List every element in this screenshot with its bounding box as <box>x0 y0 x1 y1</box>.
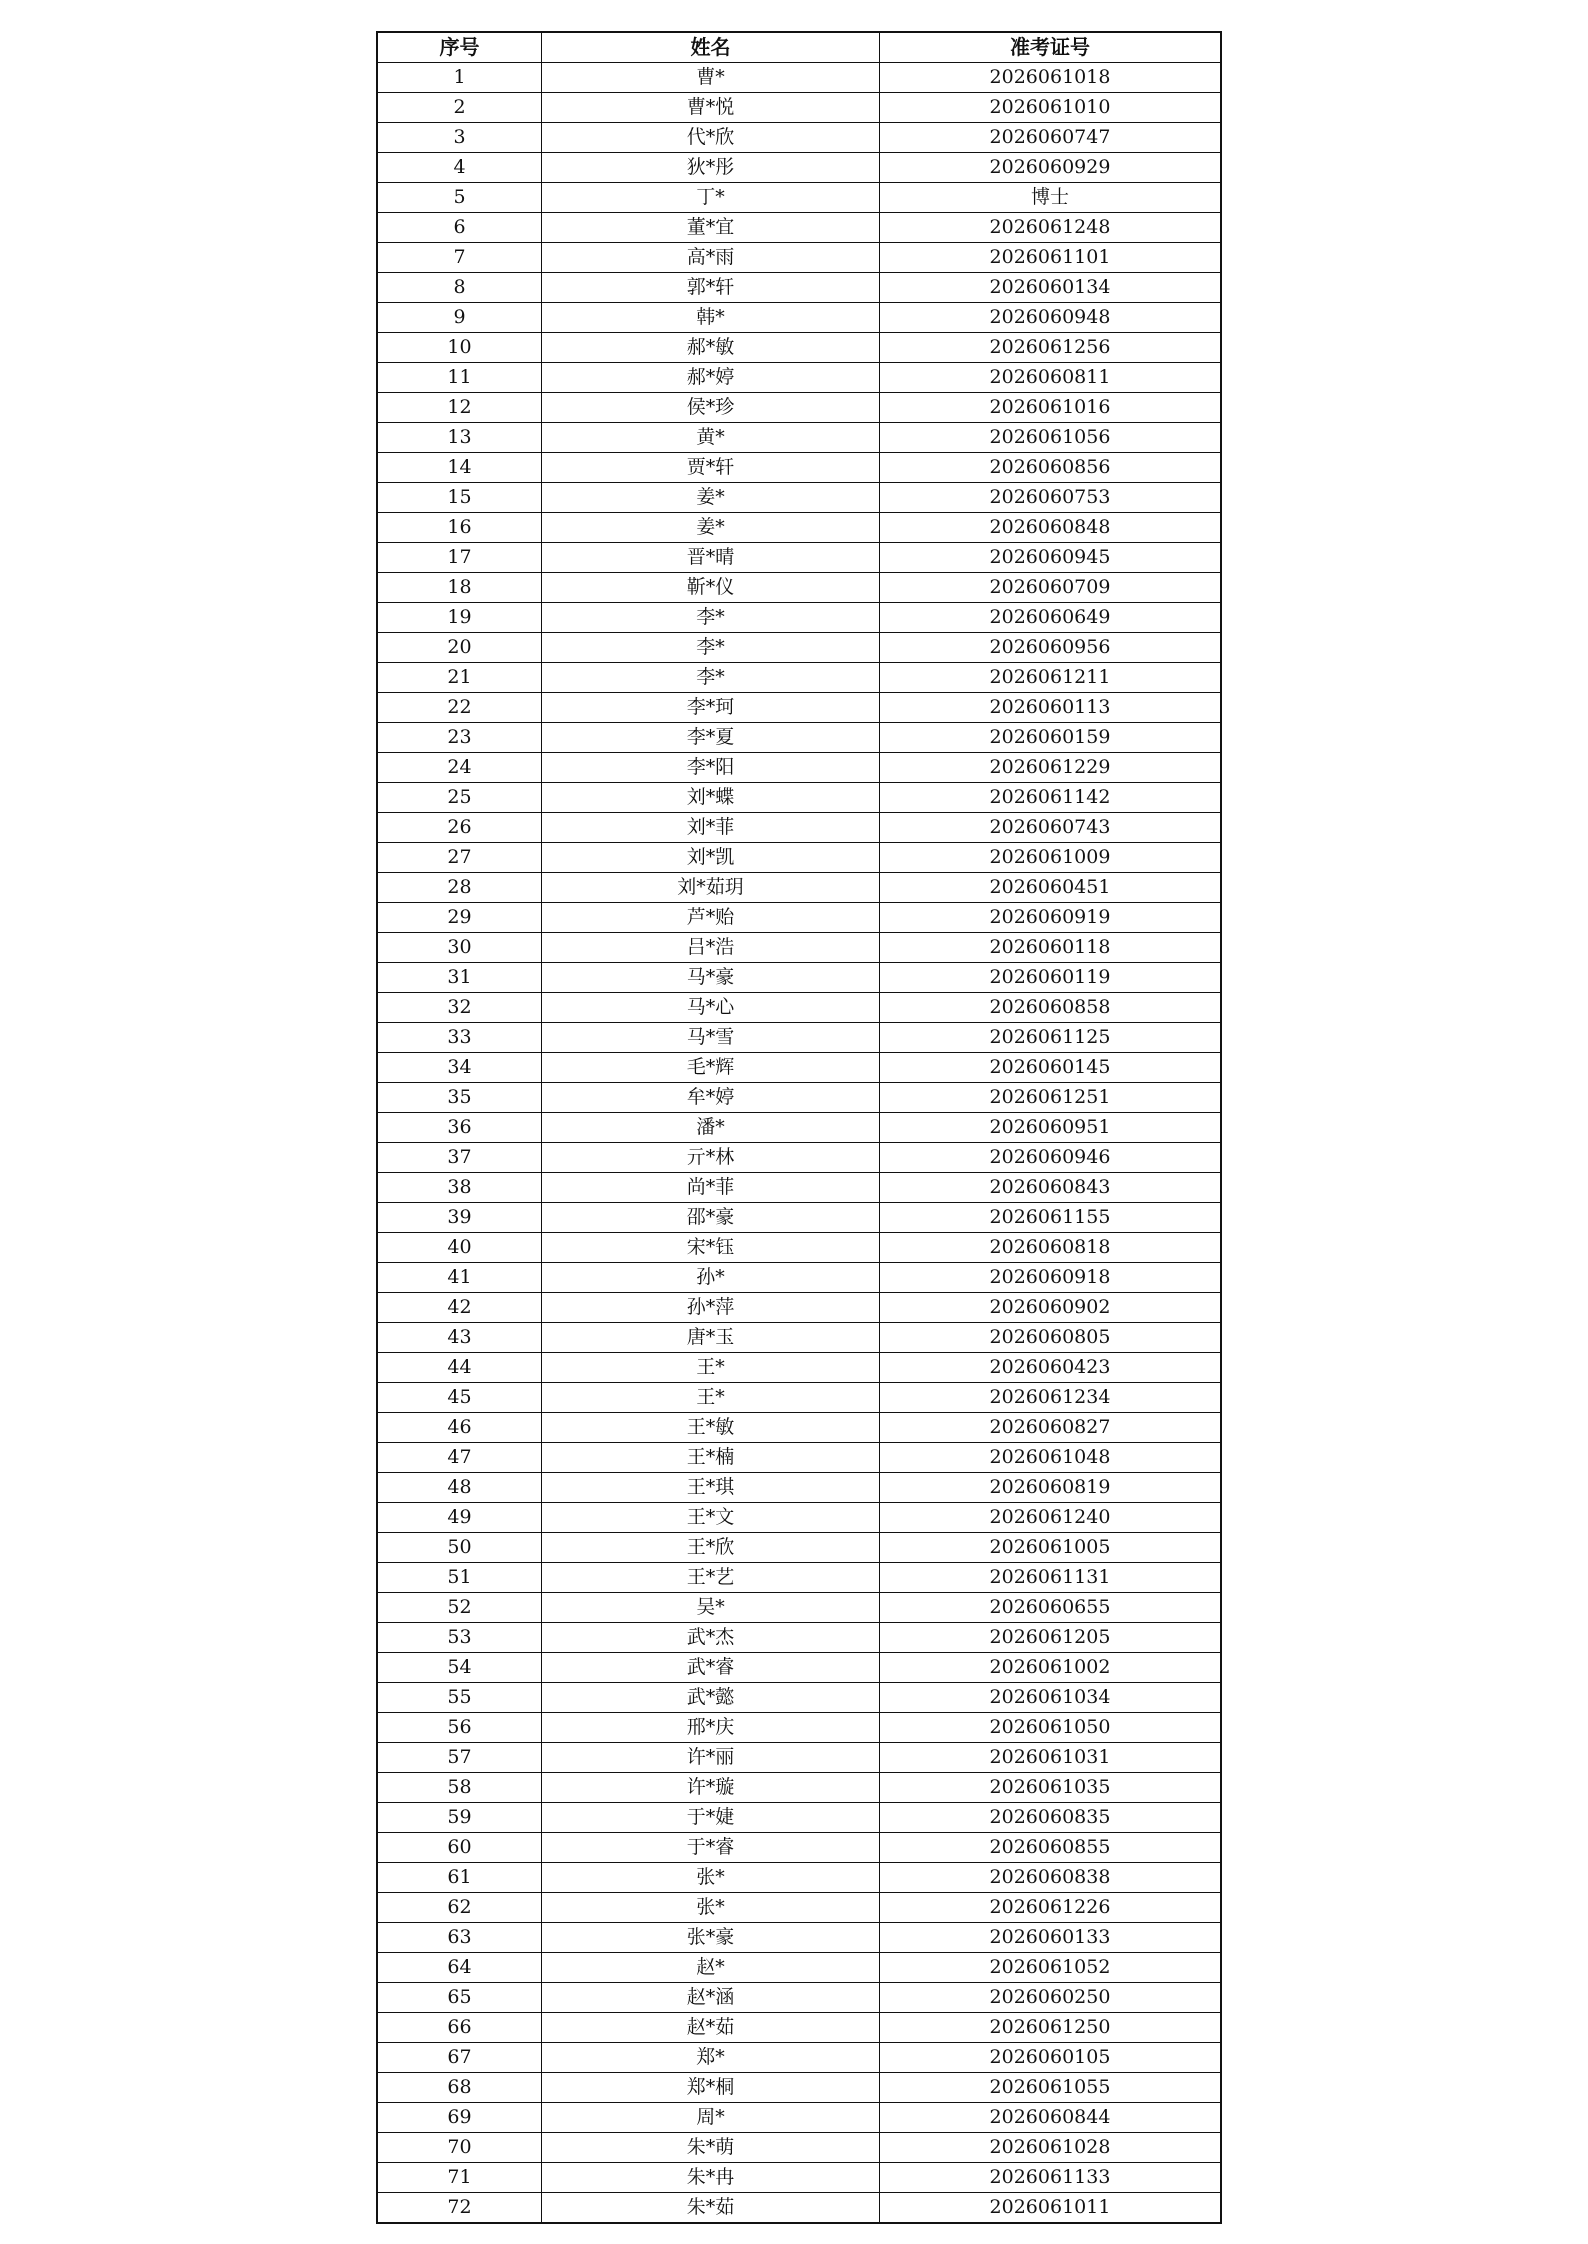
table-row <box>377 1383 1221 1413</box>
cell-index: 71 <box>377 2163 542 2193</box>
cell-exam-id: 2026060843 <box>880 1173 1222 1203</box>
cell-exam-id: 2026060118 <box>880 933 1222 963</box>
cell-name: 侯*珍 <box>542 393 880 423</box>
cell-exam-id: 2026060929 <box>880 153 1222 183</box>
cell-exam-id: 2026061018 <box>880 63 1222 93</box>
cell-name: 邢*庆 <box>542 1713 880 1743</box>
table-row <box>377 1113 1221 1143</box>
cell-index: 69 <box>377 2103 542 2133</box>
table-row <box>377 423 1221 453</box>
cell-exam-id: 2026061011 <box>880 2193 1222 2224</box>
cell-index: 48 <box>377 1473 542 1503</box>
cell-name: 潘* <box>542 1113 880 1143</box>
cell-exam-id: 2026061234 <box>880 1383 1222 1413</box>
table-row <box>377 1023 1221 1053</box>
cell-index: 37 <box>377 1143 542 1173</box>
cell-name: 王*敏 <box>542 1413 880 1443</box>
cell-index: 51 <box>377 1563 542 1593</box>
cell-index: 4 <box>377 153 542 183</box>
table-row <box>377 1473 1221 1503</box>
cell-exam-id: 2026060649 <box>880 603 1222 633</box>
cell-name: 王*欣 <box>542 1533 880 1563</box>
cell-exam-id: 2026061205 <box>880 1623 1222 1653</box>
cell-index: 66 <box>377 2013 542 2043</box>
cell-index: 52 <box>377 1593 542 1623</box>
cell-name: 郝*婷 <box>542 363 880 393</box>
cell-name: 赵*涵 <box>542 1983 880 2013</box>
cell-exam-id: 2026061125 <box>880 1023 1222 1053</box>
cell-index: 17 <box>377 543 542 573</box>
table-row <box>377 483 1221 513</box>
cell-name: 张*豪 <box>542 1923 880 1953</box>
cell-name: 刘*菲 <box>542 813 880 843</box>
cell-index: 9 <box>377 303 542 333</box>
cell-index: 3 <box>377 123 542 153</box>
cell-index: 46 <box>377 1413 542 1443</box>
table-row <box>377 1053 1221 1083</box>
cell-index: 57 <box>377 1743 542 1773</box>
cell-exam-id: 2026061101 <box>880 243 1222 273</box>
cell-index: 25 <box>377 783 542 813</box>
cell-name: 张* <box>542 1863 880 1893</box>
cell-exam-id: 2026060113 <box>880 693 1222 723</box>
cell-index: 16 <box>377 513 542 543</box>
table-row <box>377 633 1221 663</box>
table-row <box>377 753 1221 783</box>
cell-index: 26 <box>377 813 542 843</box>
table-row <box>377 513 1221 543</box>
cell-index: 24 <box>377 753 542 783</box>
cell-name: 王*楠 <box>542 1443 880 1473</box>
cell-name: 周* <box>542 2103 880 2133</box>
cell-name: 许*璇 <box>542 1773 880 1803</box>
cell-name: 王*文 <box>542 1503 880 1533</box>
cell-exam-id: 2026061005 <box>880 1533 1222 1563</box>
cell-exam-id: 2026060951 <box>880 1113 1222 1143</box>
table-row <box>377 1563 1221 1593</box>
table-row <box>377 903 1221 933</box>
cell-index: 72 <box>377 2193 542 2224</box>
cell-index: 13 <box>377 423 542 453</box>
cell-name: 于*婕 <box>542 1803 880 1833</box>
cell-exam-id: 2026061240 <box>880 1503 1222 1533</box>
cell-name: 宋*钰 <box>542 1233 880 1263</box>
cell-exam-id: 2026061028 <box>880 2133 1222 2163</box>
cell-exam-id: 2026061131 <box>880 1563 1222 1593</box>
table-header-row <box>377 32 1221 63</box>
cell-index: 20 <box>377 633 542 663</box>
cell-name: 李* <box>542 603 880 633</box>
cell-name: 郝*敏 <box>542 333 880 363</box>
cell-index: 47 <box>377 1443 542 1473</box>
cell-name: 王*琪 <box>542 1473 880 1503</box>
cell-exam-id: 2026061250 <box>880 2013 1222 2043</box>
cell-index: 44 <box>377 1353 542 1383</box>
table-row <box>377 1173 1221 1203</box>
cell-name: 朱*萌 <box>542 2133 880 2163</box>
cell-index: 56 <box>377 1713 542 1743</box>
table-row <box>377 1143 1221 1173</box>
cell-name: 刘*凯 <box>542 843 880 873</box>
cell-exam-id: 2026061226 <box>880 1893 1222 1923</box>
table-row <box>377 573 1221 603</box>
cell-exam-id: 2026060811 <box>880 363 1222 393</box>
table-row <box>377 1353 1221 1383</box>
column-header-name: 姓名 <box>542 32 880 63</box>
cell-index: 27 <box>377 843 542 873</box>
column-header-index: 序号 <box>377 32 542 63</box>
cell-name: 王*艺 <box>542 1563 880 1593</box>
cell-name: 曹*悦 <box>542 93 880 123</box>
cell-exam-id: 2026060945 <box>880 543 1222 573</box>
cell-name: 晋*晴 <box>542 543 880 573</box>
cell-name: 毛*辉 <box>542 1053 880 1083</box>
table-row <box>377 1653 1221 1683</box>
cell-exam-id: 2026060134 <box>880 273 1222 303</box>
cell-name: 郭*轩 <box>542 273 880 303</box>
cell-name: 朱*茹 <box>542 2193 880 2224</box>
cell-index: 11 <box>377 363 542 393</box>
cell-index: 70 <box>377 2133 542 2163</box>
cell-index: 30 <box>377 933 542 963</box>
cell-name: 赵*茹 <box>542 2013 880 2043</box>
cell-index: 8 <box>377 273 542 303</box>
table-row <box>377 1743 1221 1773</box>
table-row <box>377 783 1221 813</box>
table-row <box>377 273 1221 303</box>
cell-exam-id: 2026060423 <box>880 1353 1222 1383</box>
cell-exam-id: 2026061002 <box>880 1653 1222 1683</box>
table-row <box>377 183 1221 213</box>
cell-name: 狄*彤 <box>542 153 880 183</box>
table-row <box>377 2013 1221 2043</box>
table-row <box>377 1923 1221 1953</box>
table-row <box>377 933 1221 963</box>
cell-exam-id: 2026060709 <box>880 573 1222 603</box>
cell-index: 21 <box>377 663 542 693</box>
cell-index: 1 <box>377 63 542 93</box>
cell-name: 张* <box>542 1893 880 1923</box>
cell-index: 65 <box>377 1983 542 2013</box>
cell-exam-id: 2026061050 <box>880 1713 1222 1743</box>
table-row <box>377 2073 1221 2103</box>
cell-exam-id: 2026060655 <box>880 1593 1222 1623</box>
cell-name: 李* <box>542 633 880 663</box>
cell-name: 贾*轩 <box>542 453 880 483</box>
cell-name: 郑*桐 <box>542 2073 880 2103</box>
table-row <box>377 1893 1221 1923</box>
table-row <box>377 333 1221 363</box>
cell-name: 亓*林 <box>542 1143 880 1173</box>
cell-exam-id: 2026060451 <box>880 873 1222 903</box>
cell-name: 董*宜 <box>542 213 880 243</box>
cell-index: 49 <box>377 1503 542 1533</box>
table-row <box>377 363 1221 393</box>
table-row <box>377 213 1221 243</box>
cell-index: 59 <box>377 1803 542 1833</box>
table-row <box>377 2133 1221 2163</box>
table-row <box>377 2043 1221 2073</box>
cell-index: 41 <box>377 1263 542 1293</box>
cell-name: 姜* <box>542 513 880 543</box>
table-row <box>377 123 1221 153</box>
cell-exam-id: 2026061009 <box>880 843 1222 873</box>
column-header-exam-id: 准考证号 <box>880 32 1222 63</box>
cell-name: 黄* <box>542 423 880 453</box>
cell-name: 武*杰 <box>542 1623 880 1653</box>
cell-index: 68 <box>377 2073 542 2103</box>
cell-exam-id: 博士 <box>880 183 1222 213</box>
cell-exam-id: 2026060145 <box>880 1053 1222 1083</box>
cell-exam-id: 2026061251 <box>880 1083 1222 1113</box>
cell-name: 李*珂 <box>542 693 880 723</box>
cell-index: 18 <box>377 573 542 603</box>
cell-index: 50 <box>377 1533 542 1563</box>
cell-exam-id: 2026060835 <box>880 1803 1222 1833</box>
cell-index: 63 <box>377 1923 542 1953</box>
table-row <box>377 1713 1221 1743</box>
table-row <box>377 1323 1221 1353</box>
cell-index: 19 <box>377 603 542 633</box>
cell-index: 38 <box>377 1173 542 1203</box>
cell-name: 王* <box>542 1353 880 1383</box>
cell-index: 53 <box>377 1623 542 1653</box>
table-row <box>377 393 1221 423</box>
table-row <box>377 1083 1221 1113</box>
cell-index: 6 <box>377 213 542 243</box>
cell-index: 34 <box>377 1053 542 1083</box>
cell-index: 2 <box>377 93 542 123</box>
cell-name: 丁* <box>542 183 880 213</box>
cell-index: 31 <box>377 963 542 993</box>
cell-exam-id: 2026060948 <box>880 303 1222 333</box>
table-row <box>377 1803 1221 1833</box>
cell-name: 唐*玉 <box>542 1323 880 1353</box>
table-row <box>377 1833 1221 1863</box>
cell-exam-id: 2026060844 <box>880 2103 1222 2133</box>
cell-name: 吕*浩 <box>542 933 880 963</box>
cell-name: 曹* <box>542 63 880 93</box>
cell-name: 靳*仪 <box>542 573 880 603</box>
cell-index: 55 <box>377 1683 542 1713</box>
cell-exam-id: 2026060902 <box>880 1293 1222 1323</box>
cell-exam-id: 2026060855 <box>880 1833 1222 1863</box>
cell-name: 马*雪 <box>542 1023 880 1053</box>
cell-index: 45 <box>377 1383 542 1413</box>
cell-exam-id: 2026061229 <box>880 753 1222 783</box>
cell-name: 赵* <box>542 1953 880 1983</box>
cell-index: 43 <box>377 1323 542 1353</box>
table-row <box>377 1263 1221 1293</box>
cell-name: 牟*婷 <box>542 1083 880 1113</box>
cell-exam-id: 2026060159 <box>880 723 1222 753</box>
cell-name: 武*懿 <box>542 1683 880 1713</box>
cell-name: 李*阳 <box>542 753 880 783</box>
cell-exam-id: 2026061211 <box>880 663 1222 693</box>
cell-name: 许*丽 <box>542 1743 880 1773</box>
cell-exam-id: 2026060743 <box>880 813 1222 843</box>
candidate-table <box>376 31 1222 2224</box>
cell-exam-id: 2026060818 <box>880 1233 1222 1263</box>
cell-index: 28 <box>377 873 542 903</box>
cell-exam-id: 2026061133 <box>880 2163 1222 2193</box>
table-row <box>377 1443 1221 1473</box>
table-row <box>377 1533 1221 1563</box>
table-row <box>377 1863 1221 1893</box>
table-row <box>377 2193 1221 2224</box>
cell-exam-id: 2026060956 <box>880 633 1222 663</box>
table-row <box>377 813 1221 843</box>
table-row <box>377 1503 1221 1533</box>
cell-name: 刘*蝶 <box>542 783 880 813</box>
cell-exam-id: 2026061155 <box>880 1203 1222 1233</box>
cell-index: 33 <box>377 1023 542 1053</box>
table-row <box>377 1233 1221 1263</box>
table-row <box>377 1413 1221 1443</box>
cell-index: 22 <box>377 693 542 723</box>
table-body <box>377 63 1221 2224</box>
cell-index: 61 <box>377 1863 542 1893</box>
cell-exam-id: 2026061031 <box>880 1743 1222 1773</box>
cell-exam-id: 2026060918 <box>880 1263 1222 1293</box>
cell-name: 王* <box>542 1383 880 1413</box>
table-row <box>377 2163 1221 2193</box>
cell-index: 7 <box>377 243 542 273</box>
cell-exam-id: 2026060805 <box>880 1323 1222 1353</box>
cell-exam-id: 2026060838 <box>880 1863 1222 1893</box>
cell-index: 23 <box>377 723 542 753</box>
cell-index: 60 <box>377 1833 542 1863</box>
table-row <box>377 543 1221 573</box>
cell-name: 马*心 <box>542 993 880 1023</box>
cell-exam-id: 2026061142 <box>880 783 1222 813</box>
cell-name: 吴* <box>542 1593 880 1623</box>
cell-name: 孙*萍 <box>542 1293 880 1323</box>
table-row <box>377 63 1221 93</box>
cell-exam-id: 2026060946 <box>880 1143 1222 1173</box>
cell-name: 芦*贻 <box>542 903 880 933</box>
cell-exam-id: 2026061034 <box>880 1683 1222 1713</box>
cell-index: 62 <box>377 1893 542 1923</box>
cell-name: 姜* <box>542 483 880 513</box>
cell-exam-id: 2026060133 <box>880 1923 1222 1953</box>
cell-exam-id: 2026061256 <box>880 333 1222 363</box>
cell-exam-id: 2026060105 <box>880 2043 1222 2073</box>
table-row <box>377 1953 1221 1983</box>
table-row <box>377 993 1221 1023</box>
table-row <box>377 153 1221 183</box>
cell-index: 58 <box>377 1773 542 1803</box>
cell-exam-id: 2026061016 <box>880 393 1222 423</box>
cell-name: 尚*菲 <box>542 1173 880 1203</box>
cell-exam-id: 2026060753 <box>880 483 1222 513</box>
cell-name: 郑* <box>542 2043 880 2073</box>
cell-name: 武*睿 <box>542 1653 880 1683</box>
table-row <box>377 963 1221 993</box>
table-row <box>377 243 1221 273</box>
cell-exam-id: 2026061048 <box>880 1443 1222 1473</box>
cell-exam-id: 2026061248 <box>880 213 1222 243</box>
cell-index: 64 <box>377 1953 542 1983</box>
cell-name: 孙* <box>542 1263 880 1293</box>
table-row <box>377 1203 1221 1233</box>
cell-exam-id: 2026061035 <box>880 1773 1222 1803</box>
cell-name: 李*夏 <box>542 723 880 753</box>
cell-exam-id: 2026060848 <box>880 513 1222 543</box>
table-row <box>377 873 1221 903</box>
table-row <box>377 1983 1221 2013</box>
table-row <box>377 663 1221 693</box>
cell-index: 32 <box>377 993 542 1023</box>
cell-exam-id: 2026060919 <box>880 903 1222 933</box>
cell-name: 于*睿 <box>542 1833 880 1863</box>
cell-exam-id: 2026061052 <box>880 1953 1222 1983</box>
cell-exam-id: 2026060856 <box>880 453 1222 483</box>
cell-index: 29 <box>377 903 542 933</box>
cell-index: 39 <box>377 1203 542 1233</box>
cell-name: 朱*冉 <box>542 2163 880 2193</box>
table-row <box>377 303 1221 333</box>
cell-exam-id: 2026060858 <box>880 993 1222 1023</box>
cell-index: 10 <box>377 333 542 363</box>
cell-index: 40 <box>377 1233 542 1263</box>
cell-name: 马*豪 <box>542 963 880 993</box>
cell-exam-id: 2026061010 <box>880 93 1222 123</box>
table-row <box>377 1683 1221 1713</box>
cell-index: 14 <box>377 453 542 483</box>
table-row <box>377 1593 1221 1623</box>
table-row <box>377 2103 1221 2133</box>
table-row <box>377 843 1221 873</box>
table-row <box>377 93 1221 123</box>
cell-name: 高*雨 <box>542 243 880 273</box>
cell-exam-id: 2026061056 <box>880 423 1222 453</box>
cell-name: 邵*豪 <box>542 1203 880 1233</box>
cell-index: 36 <box>377 1113 542 1143</box>
table-row <box>377 693 1221 723</box>
table-row <box>377 1773 1221 1803</box>
cell-exam-id: 2026061055 <box>880 2073 1222 2103</box>
cell-name: 刘*茹玥 <box>542 873 880 903</box>
cell-index: 54 <box>377 1653 542 1683</box>
cell-index: 42 <box>377 1293 542 1323</box>
cell-exam-id: 2026060819 <box>880 1473 1222 1503</box>
table-row <box>377 723 1221 753</box>
cell-index: 12 <box>377 393 542 423</box>
cell-exam-id: 2026060250 <box>880 1983 1222 2013</box>
cell-name: 李* <box>542 663 880 693</box>
cell-index: 5 <box>377 183 542 213</box>
cell-name: 韩* <box>542 303 880 333</box>
cell-index: 15 <box>377 483 542 513</box>
table-row <box>377 1293 1221 1323</box>
cell-index: 35 <box>377 1083 542 1113</box>
table-row <box>377 603 1221 633</box>
cell-exam-id: 2026060747 <box>880 123 1222 153</box>
cell-name: 代*欣 <box>542 123 880 153</box>
cell-exam-id: 2026060827 <box>880 1413 1222 1443</box>
cell-exam-id: 2026060119 <box>880 963 1222 993</box>
table-row <box>377 1623 1221 1653</box>
table-row <box>377 453 1221 483</box>
cell-index: 67 <box>377 2043 542 2073</box>
